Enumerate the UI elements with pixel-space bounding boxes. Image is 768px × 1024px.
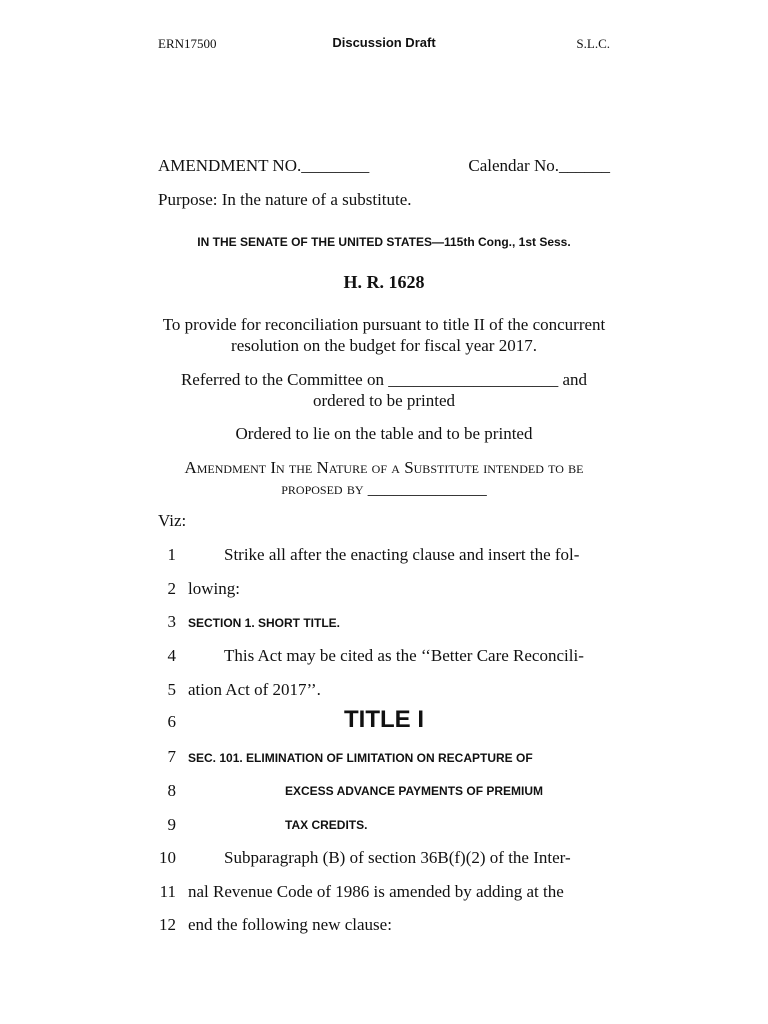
referred-line: Referred to the Committee on ____________________ and ordered to be printed xyxy=(180,370,588,410)
line-number: 1 xyxy=(167,545,176,564)
line-number: 11 xyxy=(159,882,176,901)
bill-text-line: This Act may be cited as the ‘‘Better Care Reconcili- xyxy=(224,646,584,665)
title-heading: TITLE I xyxy=(344,706,424,733)
line-number: 12 xyxy=(159,915,176,934)
section-heading-continued: EXCESS ADVANCE PAYMENTS OF PREMIUM xyxy=(285,784,544,798)
bill-text-line: lowing: xyxy=(188,579,240,598)
section-heading: SECTION 1. SHORT TITLE. xyxy=(188,616,341,630)
line-number: 4 xyxy=(167,646,176,665)
line-number: 6 xyxy=(167,712,176,731)
bill-number: H. R. 1628 xyxy=(343,272,425,292)
line-number: 9 xyxy=(167,815,176,834)
bill-description: To provide for reconciliation pursuant to title II of the concurrent resolution on the budget for fiscal year 2017. xyxy=(162,315,606,355)
line-number: 5 xyxy=(167,680,176,699)
purpose-line: Purpose: In the nature of a substitute. xyxy=(158,190,412,209)
substitute-line: Amendment In the Nature of a Substitute intended to be proposed by ______________ xyxy=(184,458,584,498)
bill-text-line: end the following new clause: xyxy=(188,915,392,934)
line-number: 3 xyxy=(167,612,176,631)
line-number: 7 xyxy=(167,747,176,766)
header-slc: S.L.C. xyxy=(576,36,610,51)
section-heading-continued: TAX CREDITS. xyxy=(285,818,368,832)
viz-label: Viz: xyxy=(158,511,187,530)
bill-text-line: nal Revenue Code of 1986 is amended by adding at the xyxy=(188,882,564,901)
line-number: 10 xyxy=(159,848,176,867)
section-heading: SEC. 101. ELIMINATION OF LIMITATION ON RECAPTURE OF xyxy=(188,751,533,765)
bill-text-line: ation Act of 2017’’. xyxy=(188,680,321,699)
header-document-id: ERN17500 xyxy=(158,36,217,51)
senate-session-line: IN THE SENATE OF THE UNITED STATES—115th Cong., 1st Sess. xyxy=(197,235,571,249)
amendment-number: AMENDMENT NO.________ xyxy=(158,156,370,175)
line-number: 8 xyxy=(167,781,176,800)
bill-text-line: Subparagraph (B) of section 36B(f)(2) of the Inter- xyxy=(224,848,571,867)
calendar-number: Calendar No.______ xyxy=(468,156,610,175)
line-number: 2 xyxy=(167,579,176,598)
ordered-line: Ordered to lie on the table and to be printed xyxy=(235,424,533,443)
header-draft-label: Discussion Draft xyxy=(332,35,436,50)
bill-text-line: Strike all after the enacting clause and insert the fol- xyxy=(224,545,580,564)
